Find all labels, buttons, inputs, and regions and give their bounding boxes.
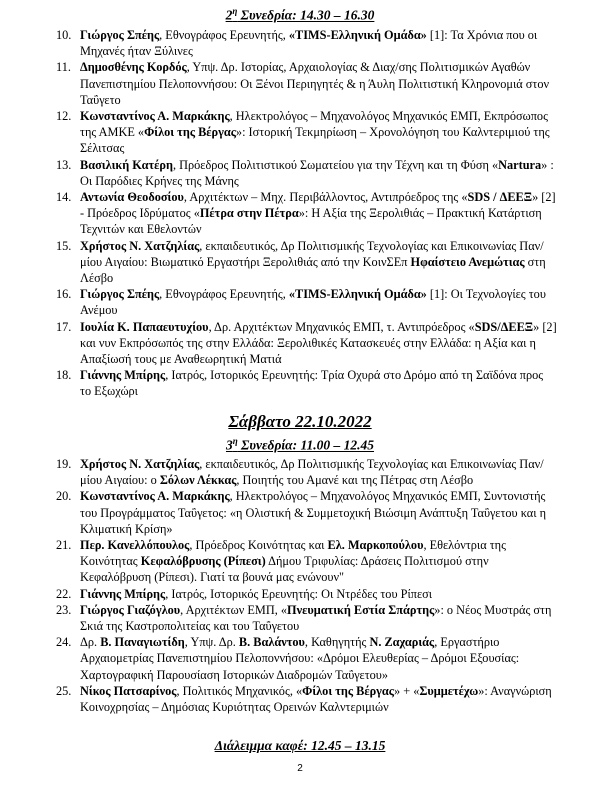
session-2-ordinal: η bbox=[232, 6, 238, 16]
talk-bold-text: Συμμετέχω bbox=[419, 683, 479, 698]
talk-number: 11. bbox=[56, 60, 71, 75]
session-2-heading bbox=[0, 6, 600, 24]
talk-text: , Δρ. Αρχιτέκτων Μηχανικός ΕΜΠ, τ. Αντιπρόεδρος « bbox=[208, 319, 475, 334]
talk-bold-text: Νίκος Πατσαρίνος bbox=[80, 683, 177, 698]
talk-text: »: Αναγνώριση Κοινοχρησίας – Δημόσιας Κυριότητας Ορεινών Καλντεριμιών bbox=[80, 683, 552, 715]
talk-bold-text: Φίλοι της Βέργας bbox=[302, 683, 394, 698]
talk-text: , Πρόεδρος Πολιτιστικού Σωματείου για την Τέχνη και τη Φύση « bbox=[172, 157, 499, 172]
talk-bold-text: Β. Βαλάντου bbox=[238, 635, 305, 650]
talk-item bbox=[57, 319, 557, 368]
talk-bold-text: Βασιλική Κατέρη bbox=[80, 157, 173, 172]
talk-text: » : Οι Παρόδιες Κρήνες της Μάνης bbox=[80, 157, 554, 188]
talk-number: 13. bbox=[56, 157, 72, 172]
talk-text: , Ιατρός, Ιστορικός Ερευνητής: Οι Ντρέδες του Ρίπεσι bbox=[165, 586, 433, 601]
talk-item bbox=[57, 586, 557, 602]
talk-text: , Υπψ. Δρ. bbox=[184, 635, 239, 650]
talk-text: , Πολιτικός Μηχανικός, « bbox=[176, 683, 303, 698]
talk-bold-text: Σόλων Λέκκας bbox=[159, 473, 237, 488]
session-3-talk-list bbox=[57, 456, 557, 715]
talk-item bbox=[57, 27, 557, 59]
talk-bold-text: Β. Παναγιωτίδη bbox=[100, 635, 185, 650]
talk-text: »: ο Νέος Μυστράς στη Σκιά της Καστροπολιτείας και του Ταΰγετου bbox=[80, 602, 552, 634]
session-2-title: Συνεδρία: 14.30 – 16.30 bbox=[237, 7, 375, 23]
talk-bold-text: Κωνσταντίνος Α. Μαρκάκης bbox=[80, 489, 230, 504]
talk-text: στη Λέσβο bbox=[80, 254, 546, 286]
talk-text: , Εργαστήριο Αρχαιομετρίας Πανεπιστημίου Πελοποννήσου: «Δρόμοι Ελευθερίας – Δρόμοι Εξουσίας: Χαρτογραφική Παρουσίαση Ιστορικών Διαδρομών Ταΰγετου» bbox=[80, 635, 520, 682]
talk-bold-text: Γιάννης Μπίρης bbox=[80, 368, 166, 383]
talk-bold-text: Χρήστος Ν. Χατζηλίας bbox=[80, 238, 200, 253]
talk-bold-text: Φίλοι της Βέργας bbox=[144, 125, 236, 140]
talk-text: Δήμου Τριφυλίας: Δράσεις Πολιτισμού στην Κεφαλόβρυση (Ρίπεσι). Γιατί τα βουνά μας ενώνουν" bbox=[80, 554, 489, 585]
talk-text: » [2] και νυν Εκπρόσωπός της στην Ελλάδα: Ξερολιθικές Κατασκευές στην Ελλάδα: η Αξία και η Απαξίωσή τους με Αναθεωρητική Ματιά bbox=[80, 319, 557, 367]
talk-item bbox=[57, 238, 557, 287]
talk-text: »: Ιστορική Τεκμηρίωση – Χρονολόγηση του Καλντεριμιού της Σέλιτσας bbox=[80, 125, 550, 156]
coffee-break: Διάλειμμα καφέ: 12.45 – 13.15 bbox=[214, 738, 386, 753]
talk-number: 12. bbox=[56, 109, 72, 124]
talk-bold-text: SDS/ΔΕΕΞ bbox=[474, 319, 534, 334]
talk-item bbox=[57, 683, 557, 715]
talk-text: , Εθνογράφος Ερευνητής, bbox=[159, 287, 289, 302]
session-3-ordinal: η bbox=[232, 436, 238, 446]
talk-bold-text: SDS / ΔΕΕΞ bbox=[467, 190, 533, 205]
talk-item bbox=[57, 488, 557, 537]
talk-number: 19. bbox=[56, 457, 72, 471]
talk-number: 17. bbox=[56, 319, 72, 334]
talk-text: , Ηλεκτρολόγος – Μηχανολόγος Μηχανικός ΕΜΠ, Εκπρόσωπος της ΑΜΚΕ « bbox=[80, 109, 548, 140]
talk-bold-text: Ιουλία Κ. Παπαευτυχίου bbox=[80, 319, 209, 334]
talk-item bbox=[57, 456, 557, 488]
talk-bold-text: Γιάννης Μπίρης bbox=[80, 586, 166, 601]
talk-number: 14. bbox=[56, 190, 72, 205]
talk-item bbox=[57, 157, 557, 189]
talk-number: 16. bbox=[56, 287, 72, 302]
session-3-number: 3 bbox=[225, 437, 233, 453]
talk-text: , Αρχιτέκτων ΕΜΠ, « bbox=[180, 602, 288, 617]
session-2-number: 2 bbox=[225, 7, 233, 23]
talk-item bbox=[57, 108, 557, 157]
talk-bold-text: Πέτρα στην Πέτρα bbox=[199, 206, 299, 221]
talk-text: [1]: Τα Χρόνια που οι Μηχανές ήταν Ξύλινες bbox=[80, 28, 538, 59]
talk-number: 23. bbox=[56, 602, 72, 617]
talk-text: , Ιατρός, Ιστορικός Ερευνητής: Τρία Οχυρά στο Δρόμο από τη Σαϊδόνα προς το Εξωχώρι bbox=[80, 368, 544, 399]
talk-text: » + « bbox=[393, 683, 420, 698]
page-number: 2 bbox=[297, 763, 303, 774]
day-heading: Σάββατο 22.10.2022 bbox=[228, 412, 372, 431]
talk-bold-text: Ελ. Μαρκοπούλου bbox=[327, 538, 424, 553]
talk-number: 20. bbox=[56, 489, 72, 504]
talk-bold-text: Γιώργος Σπέης bbox=[80, 28, 160, 42]
talk-item bbox=[57, 634, 557, 683]
talk-text: , Πρόεδρος Κοινότητας και bbox=[189, 538, 328, 553]
talk-text: , Εθελόντρια της Κοινότητας bbox=[80, 538, 506, 569]
talk-bold-text: Κωνσταντίνος Α. Μαρκάκης bbox=[80, 109, 230, 124]
talk-text: , Ηλεκτρολόγος – Μηχανολόγος Μηχανικός ΕΜΠ, Συντονιστής του Προγράμματος Ταΰγετος: «η Ολιστική & Συμμετοχική Βιώσιμη Ανάπτυξη Ταΰγετου και η Κλιματική Κρίση» bbox=[80, 489, 547, 536]
talk-item bbox=[57, 537, 557, 586]
talk-text: , Καθηγητής bbox=[304, 635, 370, 650]
talk-number: 18. bbox=[56, 368, 72, 383]
talk-text: » [2] - Πρόεδρος Ιδρύματος « bbox=[80, 190, 556, 221]
talk-number: 22. bbox=[56, 586, 72, 601]
talk-text: , Υπψ. Δρ. Ιστορίας, Αρχαιολογίας & Διαχ/σης Πολιτισμικών Αγαθών Πανεπιστημίου Πελοποννήσου: Οι Ξένοι Περιηγητές & η Άυλη Πολιτιστική Κληρονομιά στον Ταΰγετο bbox=[80, 60, 550, 107]
talk-bold-text: Αντωνία Θεοδοσίου bbox=[80, 190, 184, 205]
talk-bold-text: Γιώργος Σπέης bbox=[80, 287, 160, 302]
talk-item bbox=[57, 189, 557, 238]
talk-text: [1]: Οι Τεχνολογίες του Ανέμου bbox=[80, 287, 546, 318]
talk-number: 10. bbox=[56, 28, 72, 42]
talk-number: 15. bbox=[56, 238, 72, 253]
talk-bold-text: Ν. Ζαχαριάς bbox=[369, 635, 435, 650]
talk-bold-text: Περ. Κανελλόπουλος bbox=[80, 538, 190, 553]
talk-text: »: Η Αξία της Ξερολιθιάς – Πρακτική Κατάρτιση Τεχνιτών και Εθελοντών bbox=[80, 206, 542, 237]
talk-text: Δρ. bbox=[80, 635, 101, 650]
talk-number: 21. bbox=[56, 538, 72, 553]
talk-item bbox=[57, 59, 557, 108]
talk-bold-text: «TIMS-Ελληνική Ομάδα» bbox=[288, 28, 427, 42]
talk-bold-text: Κεφαλόβρυσης (Ρίπεσι) bbox=[140, 554, 266, 569]
talk-bold-text: Πνευματική Εστία Σπάρτης bbox=[287, 602, 435, 617]
talk-item bbox=[57, 602, 557, 634]
talk-bold-text: Χρήστος Ν. Χατζηλίας bbox=[80, 457, 200, 471]
talk-number: 24. bbox=[56, 635, 72, 650]
talk-bold-text: Nartura bbox=[498, 157, 542, 172]
talk-text: , Αρχιτέκτων – Μηχ. Περιβάλλοντος, Αντιπρόεδρος της « bbox=[183, 190, 468, 205]
talk-bold-text: Γιώργος Γιαζόγλου bbox=[80, 602, 181, 617]
talk-bold-text: «TIMS-Ελληνική Ομάδα» bbox=[288, 287, 427, 302]
talk-text: , Ποιητής του Αμανέ και της Πέτρας στη Λέσβο bbox=[236, 473, 474, 488]
talk-bold-text: Ηφαίστειο Ανεμώτιας bbox=[410, 254, 525, 269]
talk-text: , εκπαιδευτικός, Δρ Πολιτισμικής Τεχνολογίας και Επικοινωνίας Παν/μίου Αιγαίου: Βιωματικό Εργαστήρι Ξερολιθιάς από την ΚοινΣΕπ bbox=[80, 238, 544, 269]
session-3-heading bbox=[0, 436, 600, 454]
talk-item bbox=[57, 286, 557, 318]
talk-text: , εκπαιδευτικός, Δρ Πολιτισμικής Τεχνολογίας και Επικοινωνίας Παν/μίου Αιγαίου: ο bbox=[80, 457, 544, 488]
talk-item bbox=[57, 367, 557, 399]
talk-text: , Εθνογράφος Ερευνητής, bbox=[159, 28, 289, 42]
talk-bold-text: Δημοσθένης Κορδός bbox=[80, 60, 187, 75]
talk-number: 25. bbox=[56, 683, 72, 698]
session-2-talk-list bbox=[57, 27, 557, 400]
session-3-title: Συνεδρία: 11.00 – 12.45 bbox=[237, 437, 375, 453]
